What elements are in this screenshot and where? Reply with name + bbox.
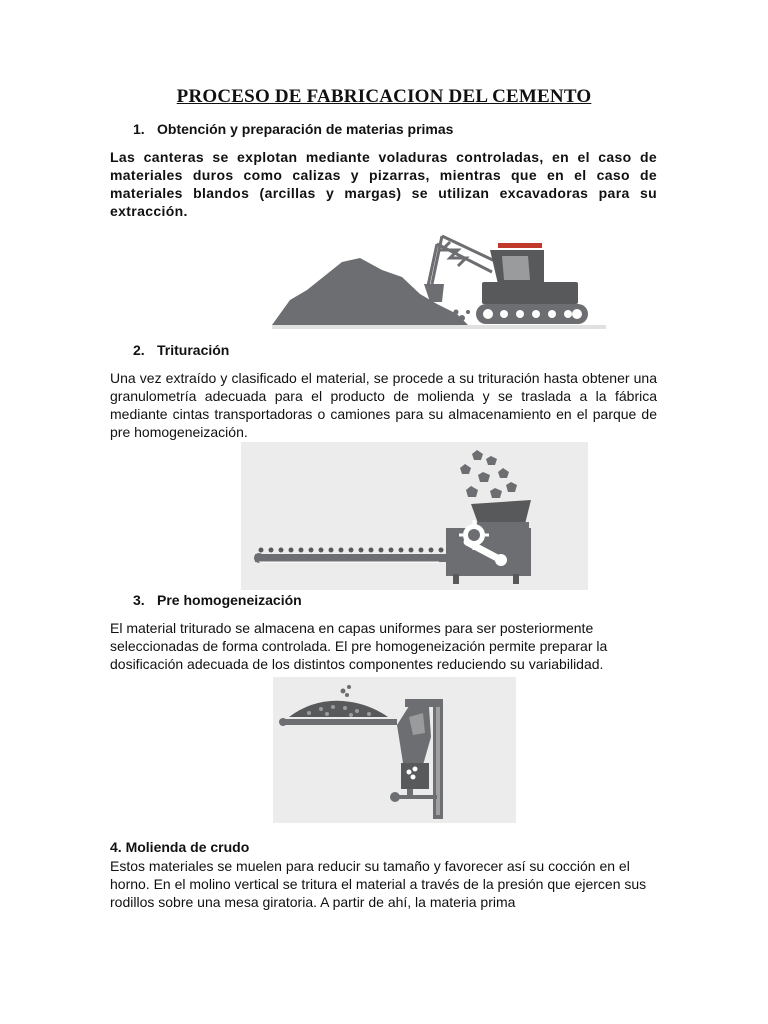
prehomogenization-illustration (273, 677, 516, 823)
section-2-heading (133, 342, 229, 358)
section-1-title: Obtención y preparación de materias primas (157, 121, 454, 137)
section-4-text: Estos materiales se muelen para reducir su tamaño y favorecer así su cocción en el horno. En el molino vertical se tritura el material a través de la presión que ejercen sus rodillos sobre una mesa giratoria. A partir de ahí, la materia prima (110, 858, 647, 910)
section-2-title: Trituración (157, 342, 230, 358)
section-4-number: 4. (110, 839, 122, 855)
excavator-illustration (272, 222, 606, 330)
section-3-number: 3. (133, 592, 145, 608)
crusher-illustration (241, 442, 588, 590)
section-2-number: 2. (133, 342, 145, 358)
section-3-text: El material triturado se almacena en capas uniformes para ser posteriormente seleccionadas de forma controlada. El pre homogeneización permite preparar la dosificación adecuada de los distintos componentes reduciendo su variabilidad. (110, 620, 608, 672)
section-3-heading (133, 592, 302, 608)
section-4-heading (110, 839, 249, 855)
section-3-title: Pre homogeneización (157, 592, 302, 608)
section-1-number: 1. (133, 121, 145, 137)
section-1-heading (133, 121, 453, 137)
section-4-title: Molienda de crudo (125, 839, 250, 855)
section-2-text: Una vez extraído y clasificado el material, se procede a su trituración hasta obtener una granulometría adecuada para el producto de molienda y se traslada a la fábrica mediante cintas transportadoras o camiones para su almacenamiento en el parque de pre homogeneización. (110, 370, 657, 440)
page-title: PROCESO DE FABRICACION DEL CEMENTO (176, 86, 592, 107)
section-1-text: Las canteras se explotan mediante voladuras controladas, en el caso de materiales duros como calizas y pizarras, mientras que en el caso de materiales blandos (arcillas y margas) se utilizan excavadoras para su extracción. (110, 149, 657, 219)
